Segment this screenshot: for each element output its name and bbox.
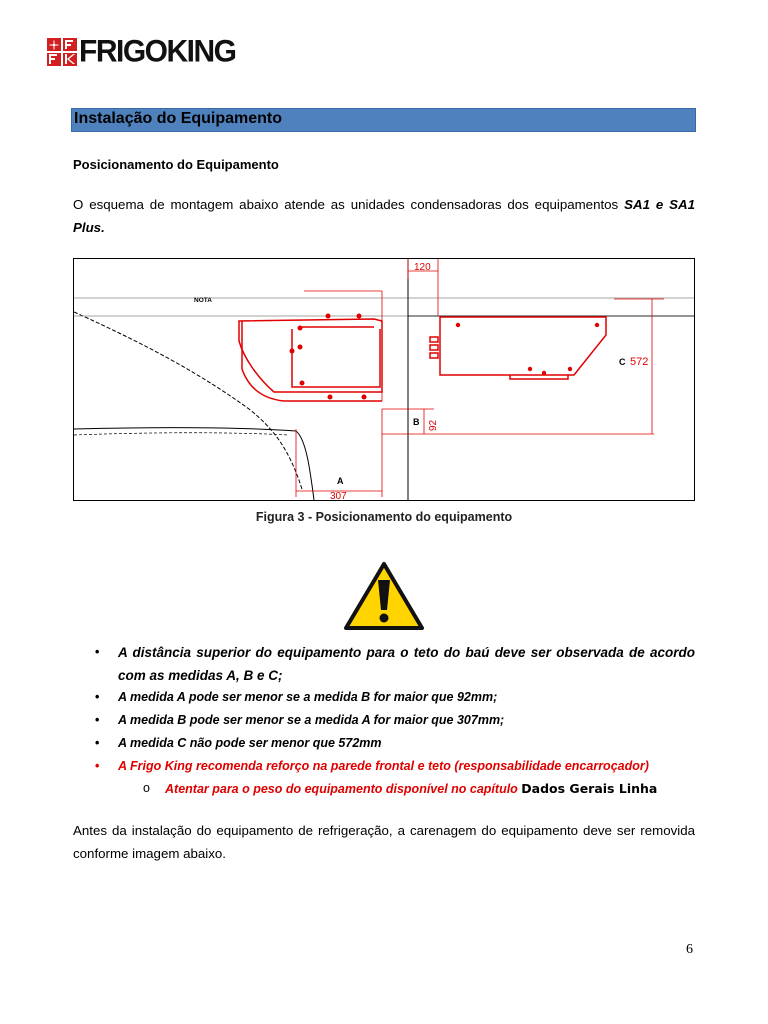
dim-92: 92 <box>428 419 439 431</box>
dim-307: 307 <box>330 491 347 500</box>
logo-mark <box>47 38 77 66</box>
dim-120: 120 <box>414 262 431 273</box>
label-c: C <box>619 357 626 367</box>
label-b: B <box>413 417 420 427</box>
intro-models: SA1 e SA1 Plus. <box>73 197 695 235</box>
warning-icon <box>342 560 426 632</box>
frigoking-logo <box>47 34 236 69</box>
label-a: A <box>337 476 344 486</box>
dim-572: 572 <box>630 356 649 368</box>
subheading: Posicionamento do Equipamento <box>73 157 279 172</box>
closing-paragraph: Antes da instalação do equipamento de refrigeração, a carenagem do equipamento deve ser removida conforme imagem abaixo. <box>73 823 695 861</box>
intro-text: O esquema de montagem abaixo atende as unidades condensadoras dos equipamentos <box>73 197 625 212</box>
section-header <box>71 108 696 132</box>
page-number: 6 <box>686 942 693 957</box>
chapter-reference: Dados Gerais Linha <box>521 781 658 796</box>
intro-paragraph <box>73 193 695 239</box>
figure-caption: Figura 3 - Posicionamento do equipamento <box>255 510 513 524</box>
section-title: Instalação do Equipamento <box>74 110 283 127</box>
logo-text: FRIGOKING <box>79 34 236 69</box>
label-nota: NOTA <box>194 297 212 304</box>
sub-bullet-marker: o <box>143 781 150 795</box>
sub-bullet: Atentar para o peso do equipamento disponível no capítulo Dados Gerais Linha <box>165 781 658 796</box>
installation-diagram <box>73 258 695 501</box>
